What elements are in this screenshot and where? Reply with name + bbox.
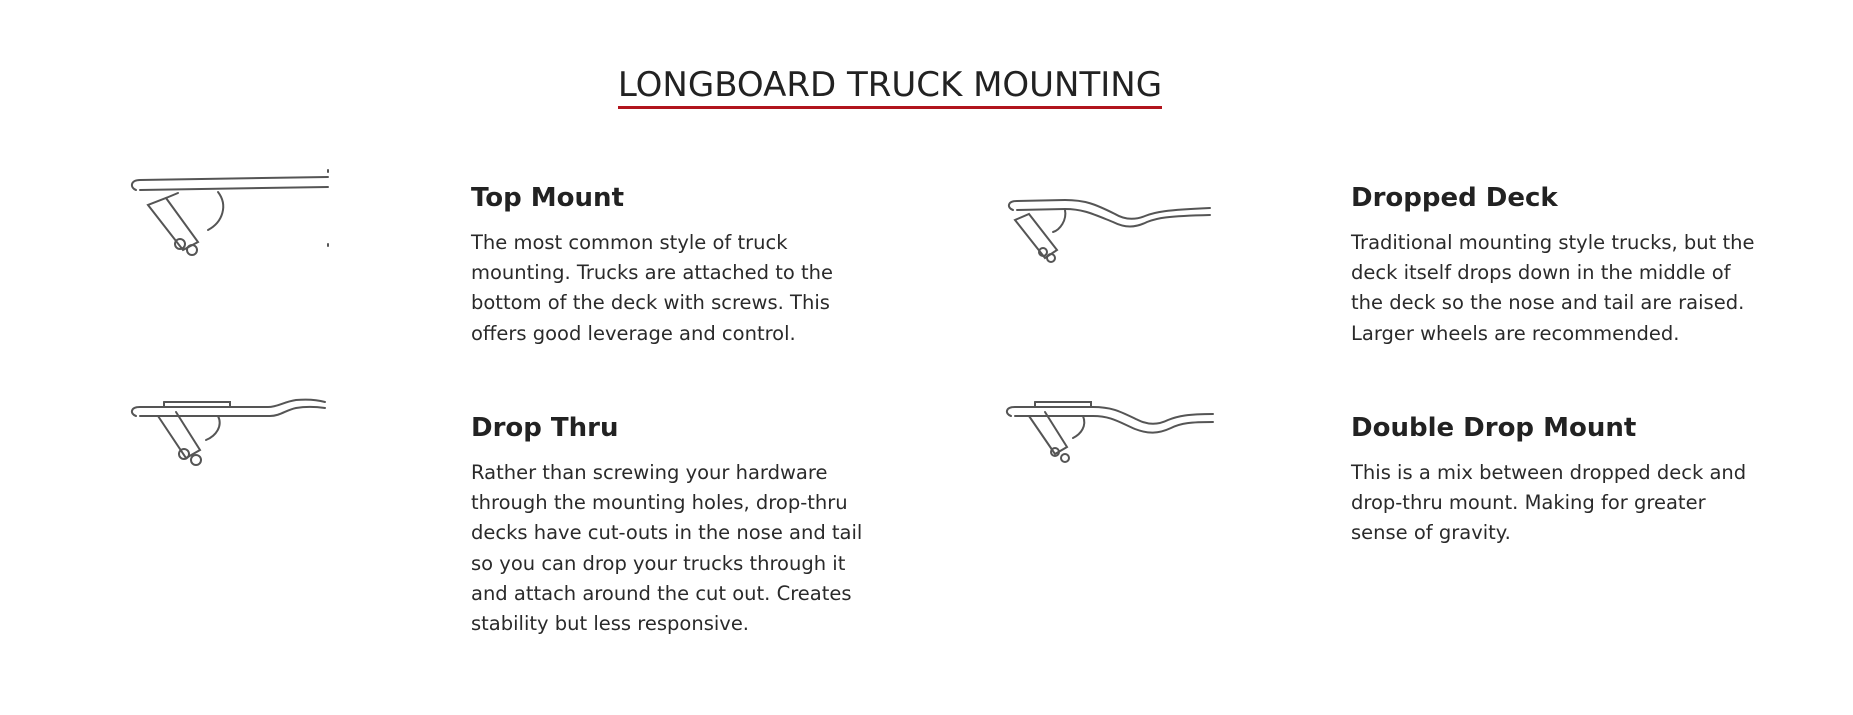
mount-heading: Double Drop Mount — [1351, 413, 1637, 443]
top-mount-deck-icon — [128, 160, 338, 260]
mount-description: The most common style of truck mounting. Trucks are attached to the bottom of the deck with screws. This offers good leverage and control. — [471, 231, 833, 345]
mount-heading: Drop Thru — [471, 413, 619, 443]
mount-heading: Dropped Deck — [1351, 183, 1558, 213]
mount-description: Traditional mounting style trucks, but the deck itself drops down in the middle of the deck so the nose and tail are raised. Larger wheels are recommended. — [1351, 231, 1755, 345]
page-title-wrap — [0, 64, 1780, 109]
drop-thru-deck-icon — [128, 392, 338, 472]
mount-description: This is a mix between dropped deck and drop-thru mount. Making for greater sense of gravity. — [1351, 461, 1747, 545]
mount-heading: Top Mount — [471, 183, 624, 213]
page-title: LONGBOARD TRUCK MOUNTING — [618, 64, 1162, 109]
dropped-deck-icon — [1005, 188, 1225, 268]
mount-description: Rather than screwing your hardware through the mounting holes, drop-thru decks have cut-outs in the nose and tail so you can drop your trucks through it and attach around the cut out. Creates stability but less responsive. — [471, 461, 863, 636]
double-drop-deck-icon — [1003, 392, 1228, 472]
